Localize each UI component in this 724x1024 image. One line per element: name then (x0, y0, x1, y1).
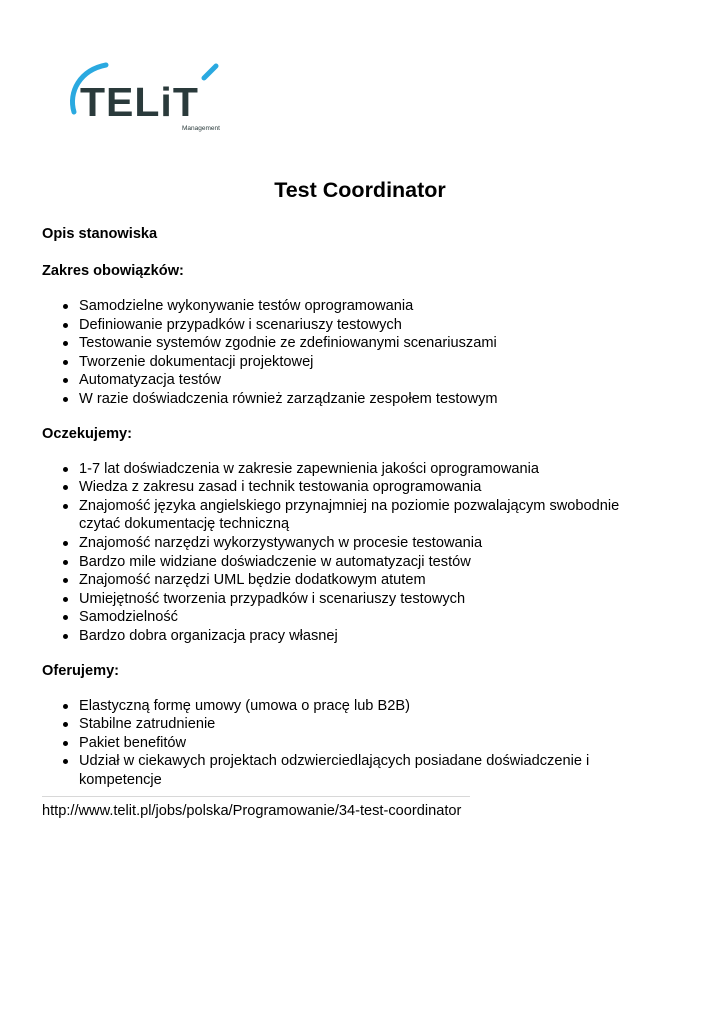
logo-wordmark: TELiT (80, 79, 199, 125)
list-item: Samodzielne wykonywanie testów oprogramowania (42, 297, 662, 316)
list-item: Wiedza z zakresu zasad i technik testowania oprogramowania (42, 478, 662, 497)
oferujemy-list (42, 697, 662, 790)
list-item: Pakiet benefitów (42, 734, 662, 753)
oczekujemy-list (42, 460, 662, 646)
section-heading-opis: Opis stanowiska (42, 226, 158, 242)
list-item: Bardzo dobra organizacja pracy własnej (42, 627, 662, 646)
list-item: Testowanie systemów zgodnie ze zdefiniowanymi scenariuszami (42, 334, 662, 353)
list-item: Znajomość narzędzi UML będzie dodatkowym atutem (42, 571, 662, 590)
section-heading-oczekujemy: Oczekujemy: (42, 425, 133, 442)
list-item: Umiejętność tworzenia przypadków i scenariuszy testowych (42, 590, 662, 609)
list-item: W razie doświadczenia również zarządzanie zespołem testowym (42, 390, 662, 409)
telit-logo-graphic (66, 62, 242, 136)
job-description (42, 225, 662, 821)
list-item: Elastyczną formę umowy (umowa o pracę lub B2B) (42, 697, 662, 716)
footer-divider (42, 796, 470, 797)
list-item: Znajomość języka angielskiego przynajmniej na poziomie pozwalającym swobodnie czytać dokumentację techniczną (42, 497, 662, 534)
list-item: Tworzenie dokumentacji projektowej (42, 353, 662, 372)
list-item: Znajomość narzędzi wykorzystywanych w procesie testowania (42, 534, 662, 553)
section-heading-oferujemy: Oferujemy: (42, 662, 120, 679)
source-url: http://www.telit.pl/jobs/polska/Programowanie/34-test-coordinator (42, 803, 462, 820)
list-item: 1-7 lat doświadczenia w zakresie zapewnienia jakości oprogramowania (42, 460, 662, 479)
logo-accent-slash (204, 66, 216, 78)
section-heading-zakres: Zakres obowiązków: (42, 263, 184, 279)
list-item: Automatyzacja testów (42, 371, 662, 390)
list-item: Samodzielność (42, 608, 662, 627)
logo-tagline: Management (182, 125, 220, 132)
list-item: Udział w ciekawych projektach odzwierciedlających posiadane doświadczenie i kompetencje (42, 752, 662, 789)
page-title: Test Coordinator (274, 178, 446, 202)
zakres-list (42, 297, 662, 409)
list-item: Bardzo mile widziane doświadczenie w automatyzacji testów (42, 553, 662, 572)
list-item: Definiowanie przypadków i scenariuszy testowych (42, 316, 662, 335)
list-item: Stabilne zatrudnienie (42, 715, 662, 734)
company-logo (66, 62, 242, 136)
